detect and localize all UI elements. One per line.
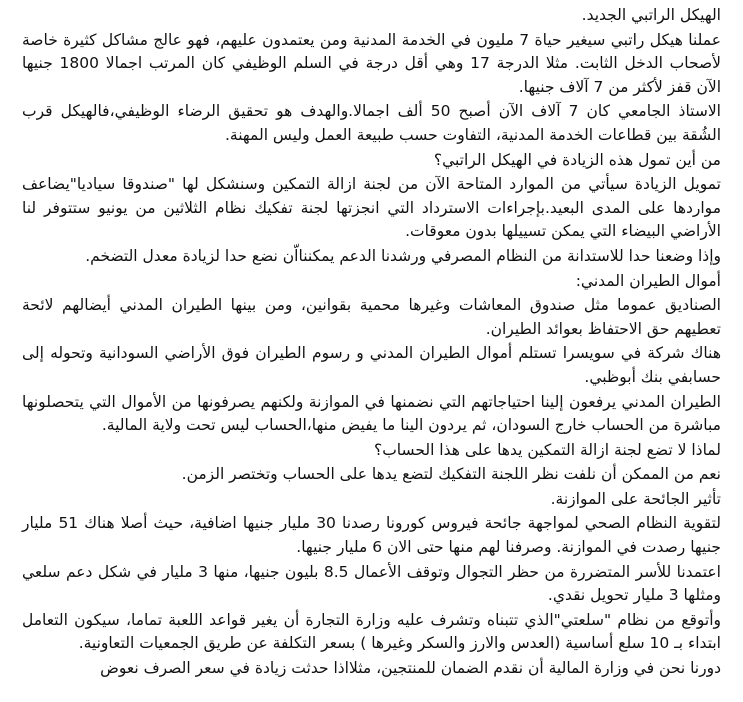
paragraph-finance-ministry-role: دورنا نحن في وزارة المالية أن نقدم الضمان للمنتجين، مثلااذا حدثت زيادة في سعر الصرف نعوض bbox=[100, 659, 721, 678]
paragraph-affected-families: اعتمدنا للأسر المتضررة من حظر التجوال وتوقف الأعمال 8.5 بليون جنيها، منها 3 مليار في شكل دعم سلعي ومثلها 3 مليار تحويل نقدي. bbox=[22, 562, 721, 605]
question-funding-increase: من أين تمول هذه الزيادة في الهيكل الراتبي؟ bbox=[433, 150, 721, 169]
paragraph-salary-structure-intro: عملنا هيكل راتبي سيغير حياة 7 مليون في الخدمة المدنية ومن يعتمدون عليهم، فهو عالج مشاكل كثيرة خاصة لأصحاب الدخل الثابت. مثلا الدرجة 17 وهي أقل درجة في السلم الوظيفي كان المرتب اجمالا 1800 جنيها الآن قفز لأكثر من 7 آلاف جنيها. bbox=[22, 30, 722, 96]
paragraph-committee-answer: نعم من الممكن أن نلفت نظر اللجنة التفكيك لتضع يدها على الحساب وتختصر الزمن. bbox=[181, 465, 721, 484]
section-heading-new-salary-structure: الهيكل الراتبي الجديد. bbox=[581, 6, 721, 24]
section-heading-pandemic-impact: تأثير الجائحة على الموازنة. bbox=[550, 489, 721, 508]
paragraph-professor-salary: الاستاذ الجامعي كان 7 آلاف الآن أصبح 50 ألف اجمالا.والهدف هو تحقيق الرضاء الوظيفي،فالهيكل قرب الشُقة بين قطاعات الخدمة المدنية، التفاوت حسب طبيعة العمل وليس المهنة. bbox=[22, 102, 721, 144]
paragraph-sila3ti-system: وأتوقع من نظام "سلعتي"الذي تتبناه وتشرف عليه وزارة التجارة أن يغير قواعد اللعبة تماما، سيكون التعامل ابتداء بـ 10 سلع أساسية (العدس والارز والسكر وغيرها ) بسعر التكلفة عن طريق الجمعيات التعاونية. bbox=[22, 610, 721, 653]
question-committee-account: لماذا لا تضع لجنة ازالة التمكين يدها على هذا الحساب؟ bbox=[373, 440, 721, 459]
paragraph-inflation: وإذا وضعنا حدا للاستدانة من النظام المصرفي ورشدنا الدعم يمكننااّن نضع حدا لزيادة معدل التضخم. bbox=[85, 246, 721, 265]
paragraph-health-system: لتقوية النظام الصحي لمواجهة جائحة فيروس كورونا رصدنا 30 مليار جنيها اضافية، حيث أصلا هناك 51 مليار جنيها رصدت في الموازنة. وصرفنا لهم منها حتى الان 6 مليار جنيها. bbox=[22, 514, 722, 557]
section-heading-civil-aviation-funds: أموال الطيران المدني: bbox=[575, 271, 721, 290]
paragraph-swiss-company: هناك شركة في سويسرا تستلم أموال الطيران المدني و رسوم الطيران فوق الأراضي السودانية وتحوله إلى حسابفي بنك أبوظبي. bbox=[22, 344, 721, 386]
paragraph-aviation-budget: الطيران المدني يرفعون إلينا احتياجاتهم التي نضمنها في الموازنة ولكنهم يصرفونها من الأموال التي يتحصلونها مباشرة من الحساب خارج السودان، ثم يردون الينا ما يفيض منها،الحساب ليس تحت ولاية المالية. bbox=[22, 392, 721, 435]
paragraph-funds-protected: الصناديق عموما مثل صندوق المعاشات وغيرها محمية بقوانين، ومن بينها الطيران المدني أيضالهم لائحة تعطيهم حق الاحتفاظ بعوائد الطيران. bbox=[22, 296, 721, 338]
paragraph-funding-source: تمويل الزيادة سيأتي من الموارد المتاحة الآن من لجنة ازالة التمكين وسنشكل لها "صندوقا سياديا"يضاعف مواردها على المدى البعيد.بإجراءات الاسترداد التي انجزتها لجنة تفكيك نظام الثلاثين من يونيو ستتوفر لنا الأراضي البيضاء التي يمكن تسييلها بدون معوقات. bbox=[22, 175, 721, 241]
